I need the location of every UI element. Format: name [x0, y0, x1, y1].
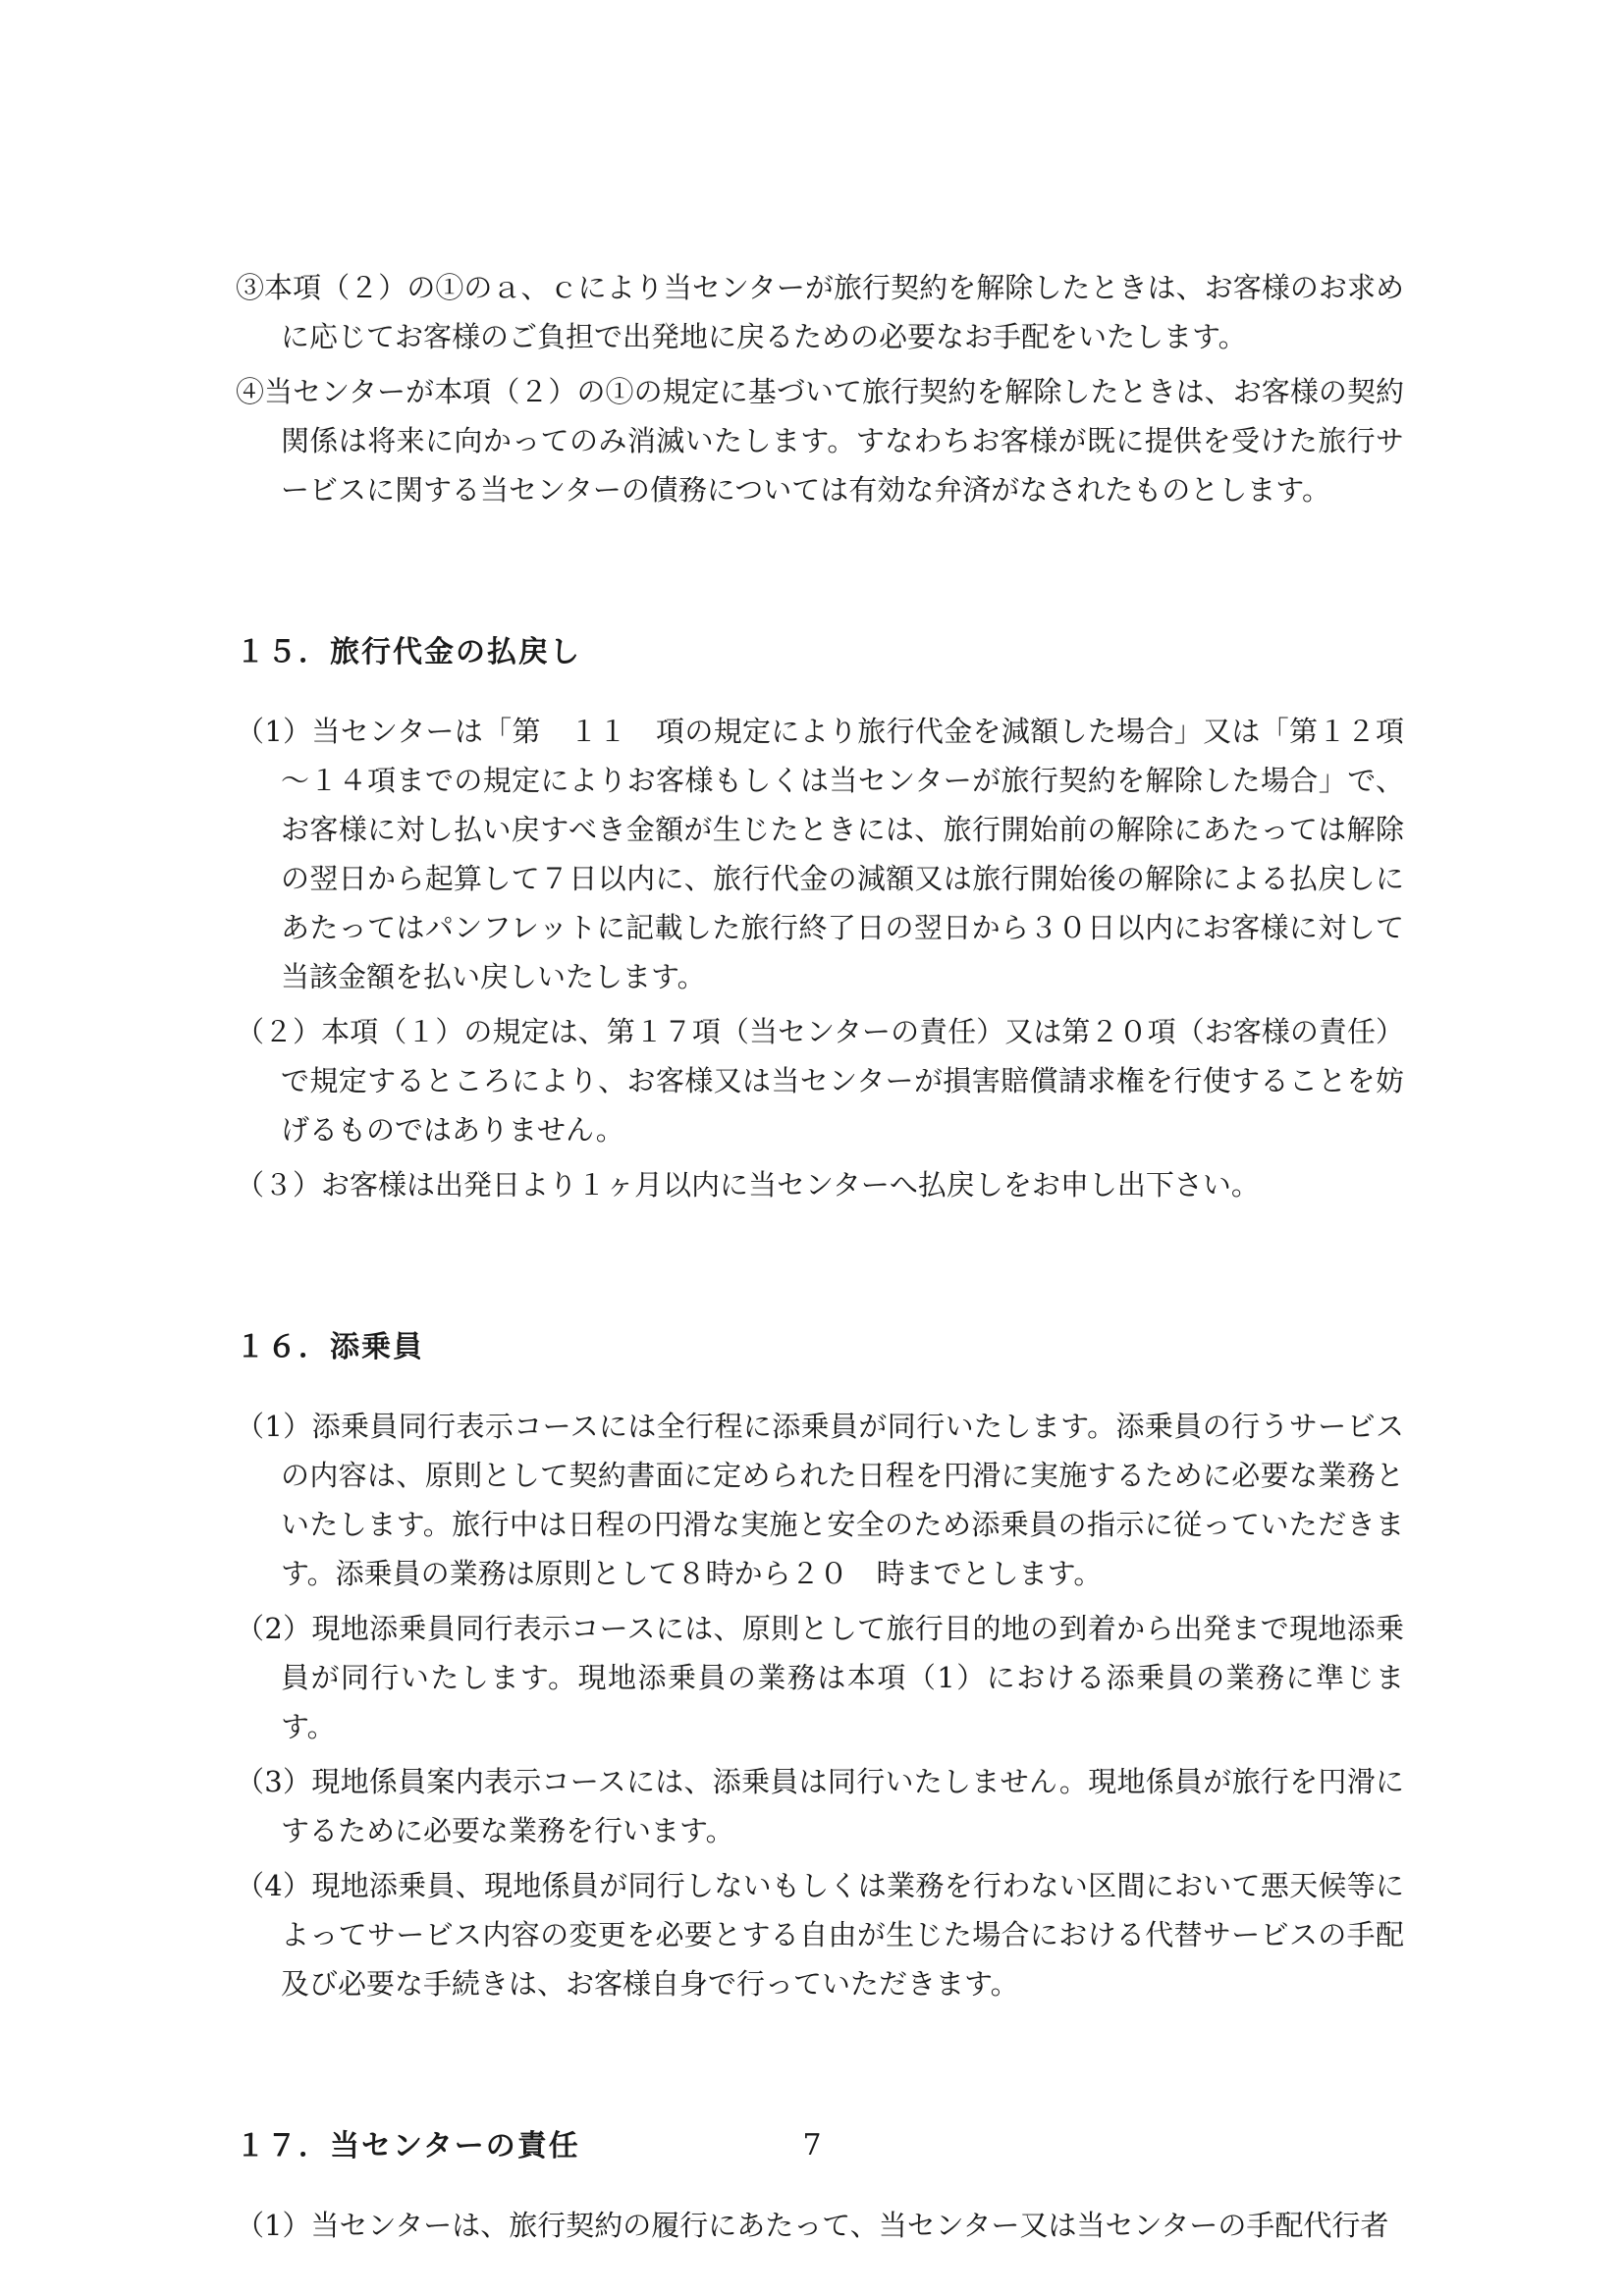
section-15-item-3: （３）お客様は出発日より１ヶ月以内に当センターへ払戻しをお申し出下さい。	[236, 1168, 1260, 1201]
section-heading-17: １７．当センターの責任	[236, 2129, 580, 2163]
section-16-item-4: （4）現地添乗員、現地係員が同行しないもしくは業務を行わない区間において悪天候等によってサービス内容の変更を必要とする自由が生じた場合における代替サービスの手配及び必要な手続きは、お客様自身で行っていただきます。	[236, 1869, 1404, 2001]
section-15-item-2: （２）本項（１）の規定は、第１７項（当センターの責任）又は第２０項（お客様の責任）で規定するところにより、お客様又は当センターが損害賠償請求権を行使することを妨げるものではありません。	[236, 1015, 1404, 1147]
section-16-item-1: （1）添乗員同行表示コースには全行程に添乗員が同行いたします。添乗員の行うサービスの内容は、原則として契約書面に定められた日程を円滑に実施するために必要な業務といたします。旅行中は日程の円滑な実施と安全のため添乗員の指示に従っていただきます。添乗員の業務は原則として８時から２０ 時までとします。	[236, 1410, 1404, 1590]
clause-item-3: ③本項（２）の①のａ、ｃにより当センターが旅行契約を解除したときは、お客様のお求めに応じてお客様のご負担で出発地に戻るための必要なお手配をいたします。	[236, 271, 1404, 353]
clause-item-4: ④当センターが本項（２）の①の規定に基づいて旅行契約を解除したときは、お客様の契約関係は将来に向かってのみ消滅いたします。すなわちお客様が既に提供を受けた旅行サービスに関する当センターの債務については有効な弁済がなされたものとします。	[236, 375, 1404, 507]
page-number: 7	[802, 2128, 822, 2163]
section-heading-16: １６．添乗員	[236, 1330, 424, 1364]
section-17-item-1: （1）当センターは、旅行契約の履行にあたって、当センター又は当センターの手配代行者	[236, 2209, 1389, 2242]
page-content	[236, 263, 1404, 2256]
section-heading-15: １５．旅行代金の払戻し	[236, 635, 581, 669]
section-16-item-2: （2）現地添乗員同行表示コースには、原則として旅行目的地の到着から出発まで現地添乗員が同行いたします。現地添乗員の業務は本項（1）における添乗員の業務に準じます。	[236, 1612, 1404, 1743]
section-15-item-1: （1）当センターは「第 １１ 項の規定により旅行代金を減額した場合」又は「第１２項～１４項までの規定によりお客様もしくは当センターが旅行契約を解除した場合」で、お客様に対し払い戻すべき金額が生じたときには、旅行開始前の解除にあたっては解除の翌日から起算して７日以内に、旅行代金の減額又は旅行開始後の解除による払戻しにあたってはパンフレットに記載した旅行終了日の翌日から３０日以内にお客様に対して当該金額を払い戻しいたします。	[236, 715, 1404, 993]
section-16-item-3: （3）現地係員案内表示コースには、添乗員は同行いたしません。現地係員が旅行を円滑にするために必要な業務を行います。	[236, 1765, 1404, 1847]
